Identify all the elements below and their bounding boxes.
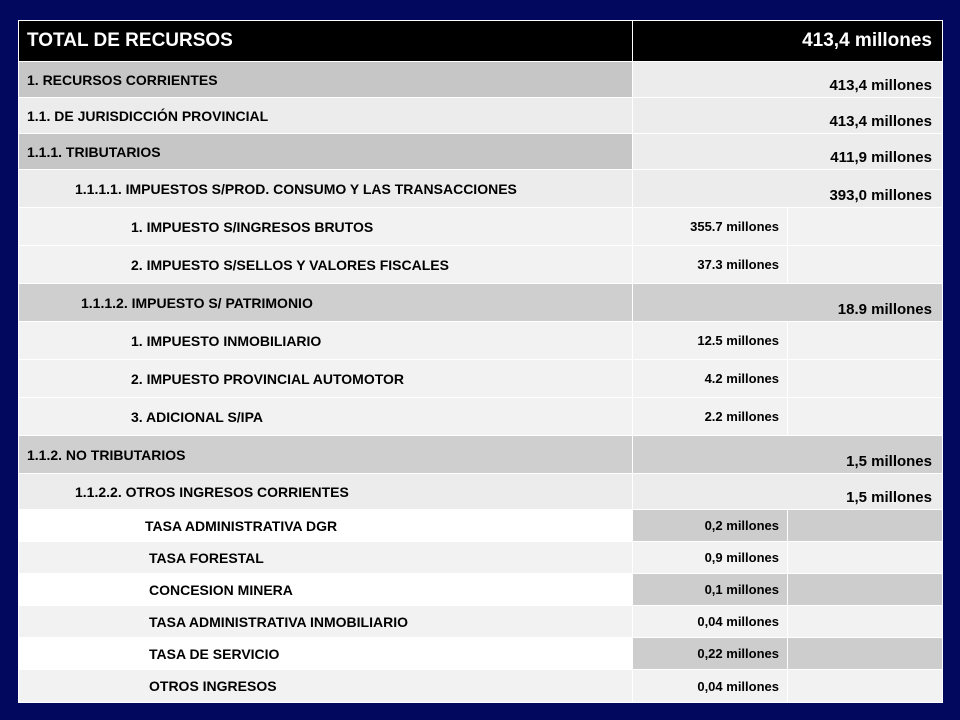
row-empty-cell	[788, 542, 943, 574]
table-row	[19, 606, 943, 638]
table-row	[19, 246, 943, 284]
row-label: 2. IMPUESTO PROVINCIAL AUTOMOTOR	[19, 360, 633, 398]
row-amount: 1,5 millones	[633, 436, 943, 474]
table-row	[19, 284, 943, 322]
table-row	[19, 670, 943, 703]
row-amount: 18.9 millones	[633, 284, 943, 322]
row-label: 1.1.1.1. IMPUESTOS S/PROD. CONSUMO Y LAS TRANSACCIONES	[19, 170, 633, 208]
row-label: TASA FORESTAL	[19, 542, 633, 574]
row-sub-amount: 0,1 millones	[633, 574, 788, 606]
row-label: 3. ADICIONAL S/IPA	[19, 398, 633, 436]
row-sub-amount: 2.2 millones	[633, 398, 788, 436]
total-row	[19, 21, 943, 62]
resources-table	[18, 20, 943, 703]
table-row	[19, 510, 943, 542]
row-empty-cell	[788, 208, 943, 246]
row-label: 2. IMPUESTO S/SELLOS Y VALORES FISCALES	[19, 246, 633, 284]
row-label: TASA ADMINISTRATIVA INMOBILIARIO	[19, 606, 633, 638]
row-empty-cell	[788, 360, 943, 398]
row-sub-amount: 0,04 millones	[633, 606, 788, 638]
table-row	[19, 360, 943, 398]
row-empty-cell	[788, 510, 943, 542]
row-label: 1.1.1.2. IMPUESTO S/ PATRIMONIO	[19, 284, 633, 322]
row-label: CONCESION MINERA	[19, 574, 633, 606]
table-row	[19, 542, 943, 574]
total-amount: 413,4 millones	[633, 21, 943, 62]
row-label: 1.1.1. TRIBUTARIOS	[19, 134, 633, 170]
row-sub-amount: 12.5 millones	[633, 322, 788, 360]
row-empty-cell	[788, 398, 943, 436]
row-label: OTROS INGRESOS	[19, 670, 633, 703]
table-row	[19, 170, 943, 208]
table-row	[19, 62, 943, 98]
row-empty-cell	[788, 246, 943, 284]
row-label: TASA DE SERVICIO	[19, 638, 633, 670]
table-row	[19, 208, 943, 246]
table-row	[19, 134, 943, 170]
table-row	[19, 574, 943, 606]
row-sub-amount: 0,2 millones	[633, 510, 788, 542]
row-sub-amount: 0,04 millones	[633, 670, 788, 703]
row-amount: 413,4 millones	[633, 98, 943, 134]
row-label: 1. RECURSOS CORRIENTES	[19, 62, 633, 98]
table-row	[19, 98, 943, 134]
table-row	[19, 638, 943, 670]
row-empty-cell	[788, 574, 943, 606]
row-label: 1.1.2. NO TRIBUTARIOS	[19, 436, 633, 474]
row-empty-cell	[788, 606, 943, 638]
row-label: 1. IMPUESTO S/INGRESOS BRUTOS	[19, 208, 633, 246]
row-amount: 411,9 millones	[633, 134, 943, 170]
row-empty-cell	[788, 670, 943, 703]
row-empty-cell	[788, 322, 943, 360]
table-row	[19, 474, 943, 510]
row-label: 1.1.2.2. OTROS INGRESOS CORRIENTES	[19, 474, 633, 510]
table-row	[19, 322, 943, 360]
row-amount: 1,5 millones	[633, 474, 943, 510]
row-label: 1.1. DE JURISDICCIÓN PROVINCIAL	[19, 98, 633, 134]
row-amount: 393,0 millones	[633, 170, 943, 208]
row-sub-amount: 355.7 millones	[633, 208, 788, 246]
total-label: TOTAL DE RECURSOS	[19, 21, 633, 62]
row-label: 1. IMPUESTO INMOBILIARIO	[19, 322, 633, 360]
row-sub-amount: 4.2 millones	[633, 360, 788, 398]
table-row	[19, 436, 943, 474]
row-amount: 413,4 millones	[633, 62, 943, 98]
row-sub-amount: 37.3 millones	[633, 246, 788, 284]
row-sub-amount: 0,22 millones	[633, 638, 788, 670]
row-empty-cell	[788, 638, 943, 670]
row-sub-amount: 0,9 millones	[633, 542, 788, 574]
row-label: TASA ADMINISTRATIVA DGR	[19, 510, 633, 542]
table-row	[19, 398, 943, 436]
